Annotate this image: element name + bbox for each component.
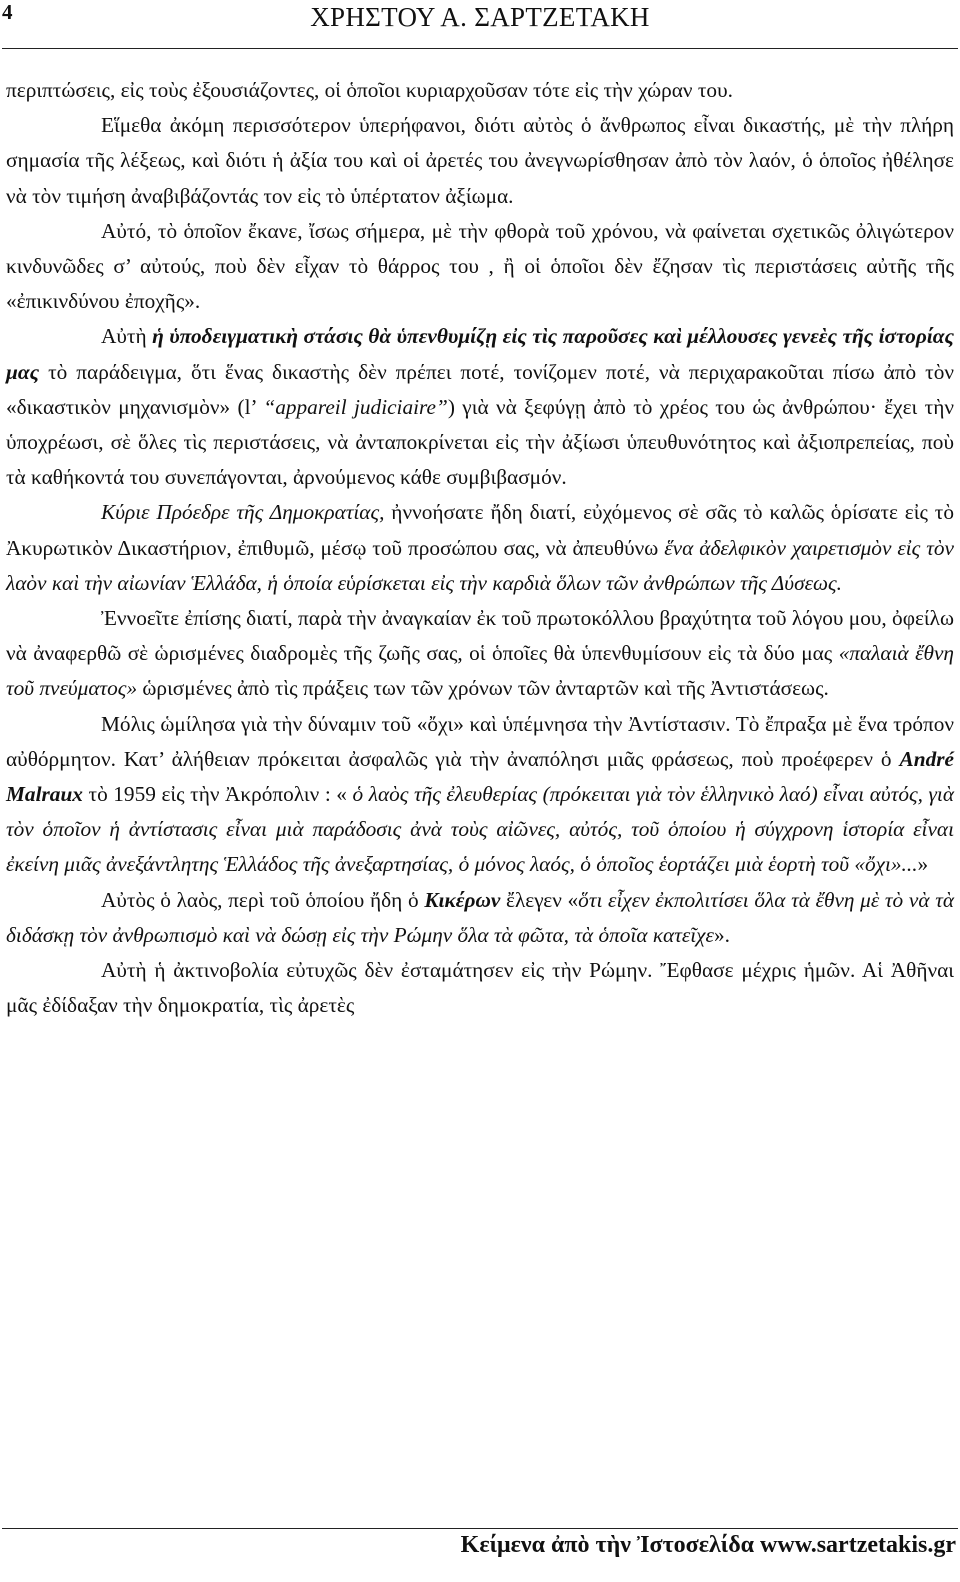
emphasis-run: “appareil judiciaire” xyxy=(263,394,448,419)
paragraph-7 xyxy=(6,707,954,883)
text-run: Αὐτὸς ὁ λαὸς, περὶ τοῦ ὁποίου ἤδη ὁ xyxy=(101,887,425,912)
text-run: ἔλεγεν « xyxy=(500,887,579,912)
paragraph-2 xyxy=(6,108,954,214)
text-run: περιπτώσεις, εἰς τοὺς ἐξουσιάζοντες, οἱ ὁποῖοι κυριαρχοῦσαν τότε εἰς τὴν χώραν του. xyxy=(6,78,733,102)
paragraph-9 xyxy=(6,953,954,1023)
text-run: ) γιὰ νὰ ξεφύγῃ ἀπὸ τὸ χρέος του ὡς ἀνθρώπου· ἔχει τὴν ὑποχρέωσι, σὲ ὅλες τὶς περιστάσεις, νὰ ἀνταποκρίνεται εἰς τὴν ἀξίωσι ὑπευθυνότητος καὶ ἀξιοπρεπείας, ποὺ τὰ καθήκοντά του συνεπάγονται, ἀρνούμενος κάθε συμβιβασμόν. xyxy=(6,394,954,490)
footer-source: Κείμενα ἀπὸ τὴν Ἰστοσελίδα www.sartzetakis.gr xyxy=(460,1532,956,1558)
emphasis-run: ἕνα ἀδελφικὸν χαιρετισμὸν εἰς τὸν λαὸν καὶ τὴν αἰωνίαν Ἑλλάδα, ἡ ὁποία εὑρίσκεται εἰς τὴν καρδιὰ ὅλων τῶν ἀνθρώπων τῆς Δύσεως. xyxy=(6,535,954,595)
paragraph-3 xyxy=(6,214,954,320)
text-run: ». xyxy=(713,922,730,947)
text-run: τὸ παράδειγμα, ὅτι ἕνας δικαστὴς δὲν πρέπει ποτέ, τονίζομεν ποτέ, νὰ περιχαρακοῦται πίσω ἀπὸ τὸν «δικαστικὸν μηχανισμὸν» (l’ xyxy=(6,359,954,419)
text-run: ἠννοήσατε ἤδη διατί, εὐχόμενος σὲ σᾶς τὸ καλῶς ὁρίσατε εἰς τὸ Ἀκυρωτικὸν Δικαστήριον, ἐπιθυμῶ, μέσῳ τοῦ προσώπου σας, νὰ ἀπευθύνω xyxy=(6,500,954,560)
paragraph-6 xyxy=(6,601,954,707)
text-run: Αὐτὴ xyxy=(101,324,153,349)
emphasis-run: «παλαιὰ ἔθνη τοῦ πνεύματος» xyxy=(6,641,954,701)
text-run: Αὐτὴ ἡ ἀκτινοβολία εὐτυχῶς δὲν ἐσταμάτησεν εἰς τὴν Ρώμην. Ἔφθασε μέχρις ἡμῶν. Αἱ Ἀθῆναι μᾶς ἐδίδαξαν τὴν δημοκρατία, τὶς ἀρετὲς xyxy=(6,958,954,1018)
text-run: Εἵμεθα ἀκόμη περισσότερον ὑπερήφανοι, διότι αὐτὸς ὁ ἄνθρωπος εἶναι δικαστής, μὲ τὴν πλήρη σημασία τῆς λέξεως, καὶ διότι ἡ ἀξία του καὶ οἱ ἀρετές του ἀνεγνωρίσθησαν ἀπὸ τὸν λαόν, ὁ ὁποῖος ἠθέλησε νὰ τὸν τιμήση ἀναβιβάζοντάς τον εἰς τὸ ὑπέρτατον ἀξίωμα. xyxy=(6,113,954,208)
paragraph-1 xyxy=(6,73,954,108)
text-run: Αὐτό, τὸ ὁποῖον ἔκανε, ἴσως σήμερα, μὲ τὴν φθορὰ τοῦ χρόνου, νὰ φαίνεται σχετικῶς ὀλιγώτερον κινδυνῶδες σ’ αὐτούς, ποὺ δὲν εἶχαν τὸ θάρρος του , ἢ οἱ ὁποῖοι δὲν ἔζησαν τὶς περιστάσεις αὐτῆς τῆς «ἐπικινδύνου ἐποχῆς». xyxy=(6,218,954,314)
footer-rule xyxy=(2,1528,958,1529)
paragraph-4 xyxy=(6,319,954,495)
text-run: ὡρισμένες ἀπὸ τὶς πράξεις των τῶν χρόνων τῶν ἀνταρτῶν καὶ τῆς Ἀντιστάσεως. xyxy=(137,676,829,701)
header-rule xyxy=(2,48,958,49)
text-run: » xyxy=(917,852,929,877)
running-head: ΧΡΗΣΤΟΥ Α. ΣΑΡΤΖΕΤΑΚΗ xyxy=(310,2,650,32)
document-body xyxy=(6,73,954,1023)
emphasis-run: André Malraux xyxy=(6,746,954,807)
paragraph-5 xyxy=(6,495,954,601)
emphasis-run: Κικέρων xyxy=(424,887,501,912)
emphasis-run: Κύριε Πρόεδρε τῆς Δημοκρατίας, xyxy=(101,500,385,525)
paragraph-8 xyxy=(6,883,954,953)
text-run: Ἐννοεῖτε ἐπίσης διατί, παρὰ τὴν ἀναγκαίαν ἐκ τοῦ πρωτοκόλλου βραχύτητα τοῦ λόγου μου, ὀφείλω νὰ ἀναφερθῶ σὲ ὡρισμένες διαδρομὲς τῆς ζωῆς σας, οἱ ὁποῖες θὰ ὑπενθυμίσουν εἰς τὰ δύο μας xyxy=(6,606,954,666)
emphasis-run: ἡ ὑποδειγματικὴ στάσις θὰ ὑπενθυμίζῃ εἰς τὶς παροῦσες καὶ μέλλουσες γενεὲς τῆς ἱστορίας μας xyxy=(6,324,954,384)
emphasis-run: ὁ λαὸς τῆς ἐλευθερίας (πρόκειται γιὰ τὸν ἑλληνικὸ λαό) εἶναι αὐτός, γιὰ τὸν ὁποῖον ἡ ἀντίστασις εἶναι μιὰ παράδοσις ἀνὰ τοὺς αἰῶνες, αὐτός, τοῦ ὁποίου ἡ σύγχρονη ἱστορία εἶναι ἐκείνη μιᾶς ἀνεξάντλητης Ἑλλάδος τῆς ἀνεξαρτησίας, ὁ μόνος λαός, ὁ ὁποῖος ἑορτάζει μιὰ ἑορτὴ τοῦ «ὄχι»... xyxy=(6,782,955,877)
emphasis-run: ὅτι εἶχεν ἐκπολιτίσει ὅλα τὰ ἔθνη μὲ τὸ νὰ τὰ διδάσκῃ τὸν ἀνθρωπισμὸ καὶ νὰ δώσῃ εἰς τὴν Ρώμην ὅλα τὰ φῶτα, τὰ ὁποῖα κατεῖχε xyxy=(6,887,954,947)
text-run: Μόλις ὡμίλησα γιὰ τὴν δύναμιν τοῦ «ὄχι» καὶ ὑπέμνησα τὴν Ἀντίστασιν. Τὸ ἔπραξα μὲ ἕνα τρόπον αὐθόρμητον. Κατ’ ἀλήθειαν πρόκειται ἀσφαλῶς γιὰ τὴν ἀναπόλησι μιᾶς φράσεως, ποὺ προέφερεν ὁ xyxy=(6,711,954,771)
page-number: 4 xyxy=(2,0,13,24)
text-run: τὸ 1959 εἰς τὴν Ἀκρόπολιν : « xyxy=(82,782,353,807)
